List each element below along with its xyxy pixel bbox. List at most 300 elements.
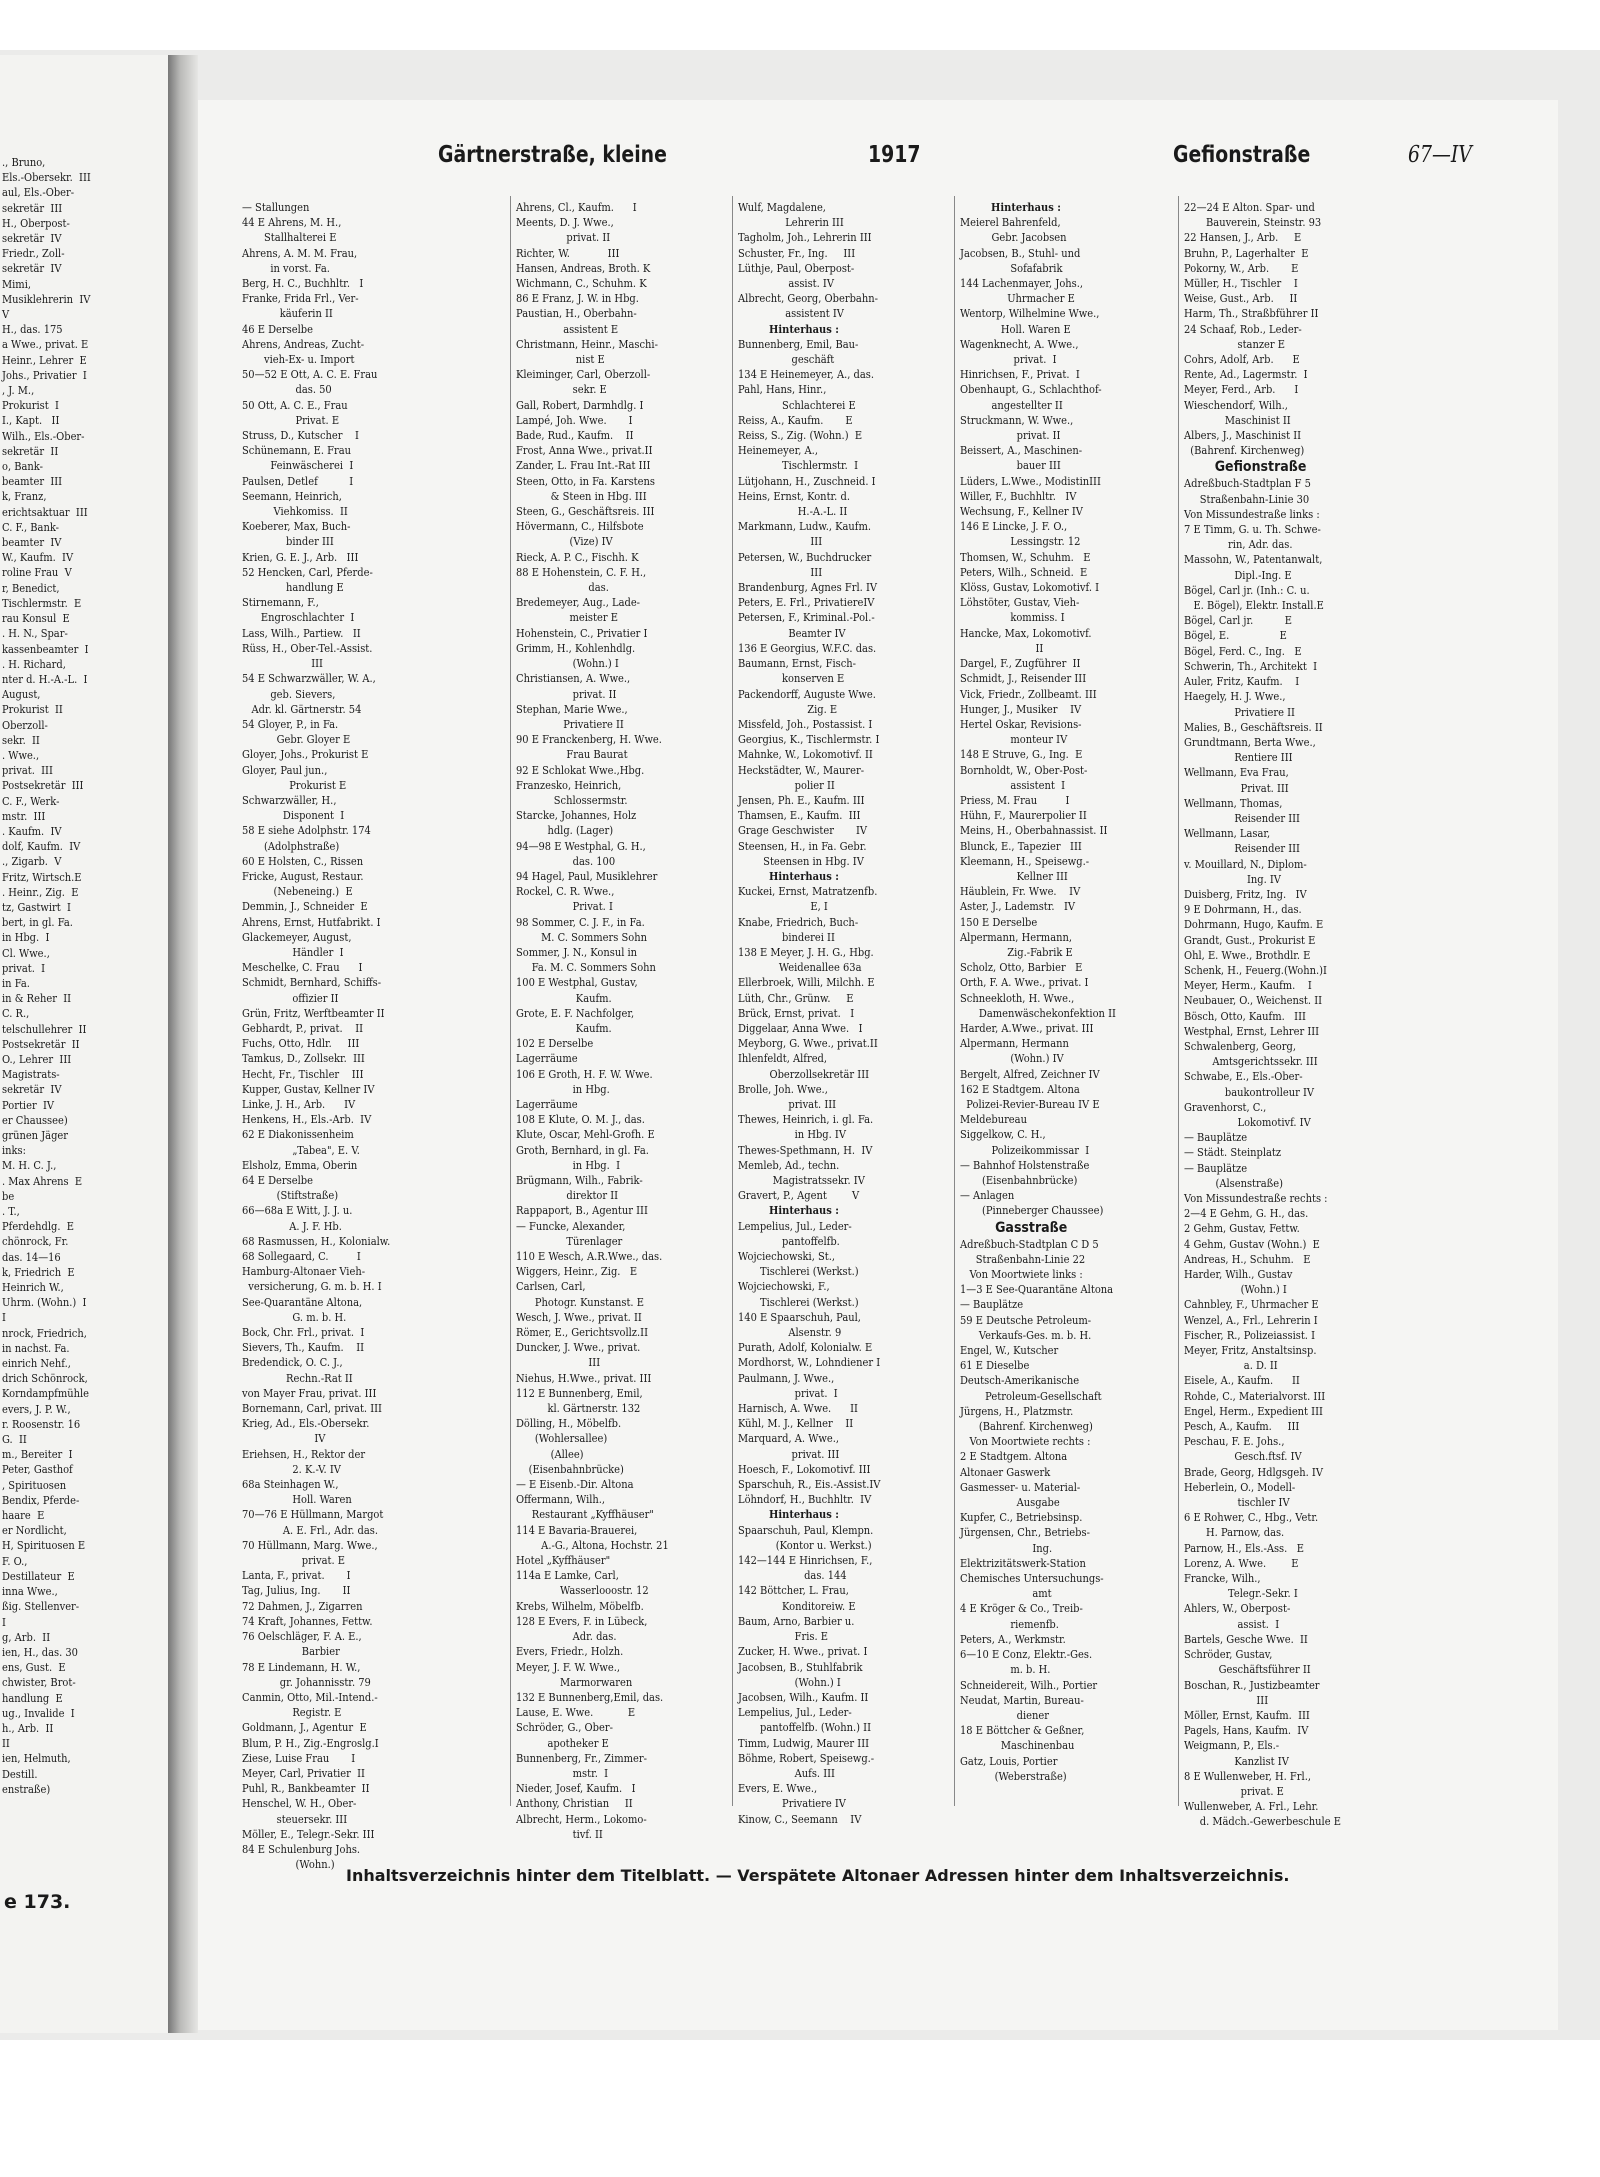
directory-entry: Lempelius, Jul., Leder-: [738, 1706, 852, 1720]
directory-entry: Kanzlist IV: [1184, 1754, 1289, 1768]
directory-entry: Willer, F., Buchhltr. IV: [960, 489, 1077, 503]
directory-entry: Bartels, Gesche Wwe. II: [1184, 1632, 1308, 1646]
directory-entry: Haegely, H. J. Wwe.,: [1184, 690, 1286, 704]
directory-column-3: [738, 200, 954, 1825]
directory-entry: Telegr.-Sekr. I: [1184, 1587, 1298, 1601]
directory-entry: Hunger, J., Musiker IV: [960, 702, 1082, 716]
directory-entry: (Pinneberger Chaussee): [960, 1204, 1104, 1218]
directory-entry: 2. K.-V. IV: [242, 1462, 341, 1476]
directory-entry: Möller, E., Telegr.-Sekr. III: [242, 1827, 375, 1841]
directory-entry: 146 E Lincke, J. F. O.,: [960, 520, 1068, 534]
fragment-line: h., Arb. II: [2, 1721, 54, 1735]
directory-entry: Meschelke, C. Frau I: [242, 961, 363, 975]
directory-entry: privat. III: [738, 1447, 840, 1461]
directory-entry: Kupfer, C., Betriebsinsp.: [960, 1511, 1083, 1525]
fragment-line: k, Franz,: [2, 490, 47, 504]
directory-entry: Wellmann, Lasar,: [1184, 827, 1271, 841]
directory-entry: Stephan, Marie Wwe.,: [516, 702, 628, 716]
column-rule: [954, 196, 955, 1806]
directory-entry: Franke, Frida Frl., Ver-: [242, 292, 359, 306]
directory-entry: Meyer, Herm., Kaufm. I: [1184, 979, 1312, 993]
directory-entry: Grimm, H., Kohlenhdlg.: [516, 641, 636, 655]
directory-entry: Harder, Wilh., Gustav: [1184, 1268, 1293, 1282]
directory-entry: 66—68a E Witt, J. J. u.: [242, 1204, 353, 1218]
directory-entry: Von Missundestraße rechts :: [1184, 1192, 1328, 1205]
directory-entry: — Bauplätze: [960, 1298, 1024, 1312]
directory-entry: Ausgabe: [960, 1496, 1060, 1510]
directory-entry: Schröder, Gustav,: [1184, 1648, 1273, 1662]
directory-entry: Brade, Georg, Hdlgsgeh. IV: [1184, 1465, 1323, 1479]
directory-entry: 70—76 E Hüllmann, Margot: [242, 1508, 384, 1522]
directory-entry: Privat. III: [1184, 781, 1289, 795]
directory-entry: Meents, D. J. Wwe.,: [516, 216, 614, 230]
column-rule: [1178, 196, 1179, 1806]
directory-entry: Gebr. Jacobsen: [960, 231, 1067, 245]
directory-entry: A.-G., Altona, Hochstr. 21: [516, 1538, 669, 1552]
directory-entry: „Tabea", E. V.: [242, 1143, 360, 1157]
directory-entry: Hecht, Fr., Tischler III: [242, 1067, 364, 1081]
fragment-line: ens, Gust. E: [2, 1661, 66, 1675]
directory-entry: Schuster, Fr., Ing. III: [738, 246, 856, 260]
fragment-line: beamter III: [2, 475, 63, 489]
directory-entry: Pahl, Hans, Hinr.,: [738, 383, 827, 397]
directory-entry: Heckstädter, W., Maurer-: [738, 763, 865, 777]
directory-entry: Feinwäscherei I: [242, 459, 354, 473]
directory-entry: Pokorny, W., Arb. E: [1184, 261, 1299, 275]
directory-entry: Steensen in Hbg. IV: [738, 854, 864, 868]
directory-entry: Nieder, Josef, Kaufm. I: [516, 1782, 636, 1796]
directory-entry: Carlsen, Carl,: [516, 1280, 586, 1294]
directory-entry: Stirnemann, F.,: [242, 596, 319, 610]
fragment-line: ug., Invalide I: [2, 1706, 75, 1720]
directory-entry: Brandenburg, Agnes Frl. IV: [738, 581, 878, 595]
directory-entry: Reisender III: [1184, 811, 1300, 825]
directory-entry: Seemann, Heinrich,: [242, 489, 342, 503]
fragment-line: roline Frau V: [2, 566, 72, 580]
fragment-line: M. H. C. J.,: [2, 1159, 57, 1173]
directory-entry: III: [242, 657, 323, 671]
directory-entry: Grote, E. F. Nachfolger,: [516, 1006, 635, 1020]
directory-entry: Pesch, A., Kaufm. III: [1184, 1420, 1300, 1434]
directory-entry: diener: [960, 1708, 1049, 1722]
directory-entry: 106 E Groth, H. F. W. Wwe.: [516, 1067, 653, 1081]
directory-entry: Schmidt, Bernhard, Schiffs-: [242, 976, 382, 990]
directory-entry: Missfeld, Joh., Postassist. I: [738, 717, 873, 731]
directory-entry: 148 E Struve, G., Ing. E: [960, 748, 1083, 762]
fragment-line: grünen Jäger: [2, 1129, 69, 1142]
directory-entry: Puhl, R., Bankbeamter II: [242, 1782, 370, 1796]
fragment-line: Heinrich W.,: [2, 1281, 64, 1295]
directory-entry: Privatiere II: [1184, 705, 1295, 719]
fragment-line: Uhrm. (Wohn.) I: [2, 1296, 87, 1310]
directory-entry: Andreas, H., Schuhm. E: [1184, 1252, 1311, 1266]
directory-entry: 110 E Wesch, A.R.Wwe., das.: [516, 1250, 663, 1264]
directory-entry: Jürgens, H., Platzmstr.: [960, 1404, 1074, 1418]
directory-entry: Auler, Fritz, Kaufm. I: [1184, 675, 1300, 689]
running-head-right: Gefionstraße: [1173, 142, 1311, 168]
directory-entry: Hotel „Kyffhäuser": [516, 1554, 611, 1568]
directory-entry: Meyer, Fritz, Anstaltsinsp.: [1184, 1344, 1317, 1358]
directory-entry: Timm, Ludwig, Maurer III: [738, 1736, 870, 1750]
directory-entry: Lampé, Joh. Wwe. I: [516, 413, 633, 427]
street-heading: Gefionstraße: [1184, 459, 1307, 476]
directory-entry: Memleb, Ad., techn.: [738, 1158, 840, 1172]
directory-entry: Meyer, J. F. W. Wwe.,: [516, 1660, 621, 1674]
directory-entry: Bade, Rud., Kaufm. II: [516, 429, 634, 443]
directory-entry: assistent E: [516, 322, 619, 336]
fragment-line: C. F., Werk-: [2, 794, 60, 808]
directory-entry: Westphal, Ernst, Lehrer III: [1184, 1024, 1320, 1038]
directory-entry: das. 144: [738, 1569, 847, 1583]
directory-entry: Jacobsen, Wilh., Kaufm. II: [738, 1690, 869, 1704]
directory-entry: Geschäftsführer II: [1184, 1663, 1311, 1677]
fragment-line: aul, Els.-Ober-: [2, 186, 75, 200]
fragment-line: tz, Gastwirt I: [2, 900, 71, 914]
directory-entry: Gasmesser- u. Material-: [960, 1480, 1081, 1494]
directory-entry: Ahrens, A. M. M. Frau,: [242, 246, 358, 260]
directory-entry: Packendorff, Auguste Wwe.: [738, 687, 876, 701]
directory-entry: Jacobsen, B., Stuhl- und: [960, 246, 1081, 260]
directory-entry: Hancke, Max, Lokomotivf.: [960, 626, 1092, 640]
fragment-line: Musiklehrerin IV: [2, 292, 91, 306]
directory-entry: apotheker E: [516, 1736, 609, 1750]
fragment-line: . H. N., Spar-: [2, 627, 68, 641]
directory-entry: Kaufm.: [516, 991, 612, 1005]
directory-entry: Wojciechowski, St.,: [738, 1250, 836, 1264]
directory-entry: privat. E: [1184, 1784, 1284, 1798]
directory-entry: 22 Hansen, J., Arb. E: [1184, 231, 1302, 245]
directory-entry: 98 Sommer, C. J. F., in Fa.: [516, 915, 645, 929]
directory-entry: — Anlagen: [960, 1189, 1015, 1203]
directory-entry: Privatiere IV: [738, 1797, 846, 1811]
directory-entry: Kellner III: [960, 869, 1068, 883]
directory-entry: 138 E Meyer, J. H. G., Hbg.: [738, 945, 874, 959]
directory-entry: baukontrolleur IV: [1184, 1085, 1315, 1099]
directory-entry: Hertel Oskar, Revisions-: [960, 717, 1082, 731]
directory-entry: Stallhalterei E: [242, 231, 337, 245]
directory-entry: (Wohn.) I: [516, 657, 619, 671]
directory-entry: das. 50: [242, 383, 332, 397]
directory-entry: Konditoreiw. E: [738, 1599, 856, 1613]
directory-entry: Weise, Gust., Arb. II: [1184, 292, 1298, 306]
directory-entry: Holl. Waren: [242, 1493, 352, 1507]
directory-entry: Meyer, Ferd., Arb. I: [1184, 383, 1299, 397]
directory-entry: Starcke, Johannes, Holz: [516, 809, 637, 823]
directory-entry: Deutsch-Amerikanische: [960, 1374, 1080, 1388]
directory-entry: Rüss, H., Ober-Tel.-Assist.: [242, 641, 373, 655]
directory-entry: Grage Geschwister IV: [738, 824, 868, 838]
directory-column-2: [516, 200, 732, 1841]
fragment-line: inna Wwe.,: [2, 1585, 58, 1599]
directory-entry: Jürgensen, Chr., Betriebs-: [960, 1526, 1090, 1540]
directory-entry: Ihlenfeldt, Alfred,: [738, 1052, 828, 1066]
directory-entry: Privat. E: [242, 413, 340, 427]
column-rule: [510, 196, 511, 1806]
fragment-line: I., Kapt. II: [2, 414, 60, 428]
directory-entry: Elektrizitätswerk-Station: [960, 1556, 1086, 1570]
directory-entry: Krien, G. E. J., Arb. III: [242, 550, 359, 564]
directory-entry: Aufs. III: [738, 1766, 835, 1780]
directory-entry: assist. IV: [738, 277, 835, 291]
directory-entry: G. m. b. H.: [242, 1310, 347, 1324]
directory-entry: Ahlers, W., Oberpost-: [1184, 1602, 1291, 1616]
directory-entry: Ziese, Luise Frau I: [242, 1751, 356, 1765]
directory-entry: 61 E Dieselbe: [960, 1359, 1030, 1373]
directory-entry: Thomsen, W., Schuhm. E: [960, 550, 1091, 564]
directory-entry: H.-A.-L. II: [738, 505, 848, 519]
directory-entry: Bredendick, O. C. J.,: [242, 1356, 343, 1370]
directory-entry: Dölling, H., Möbelfb.: [516, 1417, 622, 1431]
directory-entry: 44 E Ahrens, M. H.,: [242, 216, 342, 230]
directory-entry: Meldebureau: [960, 1113, 1027, 1127]
directory-entry: Fuchs, Otto, Hdlr. III: [242, 1037, 360, 1051]
directory-entry: Prokurist E: [242, 778, 347, 792]
directory-entry: Altonaer Gaswerk: [960, 1465, 1051, 1479]
directory-entry: Gloyer, Paul jun.,: [242, 763, 328, 777]
directory-entry: Beamter IV: [738, 626, 846, 640]
fragment-line: W., Kaufm. IV: [2, 551, 74, 565]
directory-entry: 46 E Derselbe: [242, 322, 313, 336]
directory-entry: Bruhn, P., Lagerhalter E: [1184, 246, 1309, 260]
directory-entry: Weigmann, P., Els.-: [1184, 1739, 1280, 1753]
directory-entry: Ellerbroek, Willi, Milchh. E: [738, 976, 875, 990]
fragment-line: Wilh., Els.-Ober-: [2, 429, 85, 443]
directory-entry: 54 Gloyer, P., in Fa.: [242, 717, 339, 731]
book-gutter: [168, 55, 198, 2033]
directory-entry: 74 Kraft, Johannes, Fettw.: [242, 1614, 373, 1628]
directory-entry: Photogr. Kunstanst. E: [516, 1295, 644, 1309]
directory-column-4: [960, 200, 1176, 1825]
directory-entry: 8 E Wullenweber, H. Frl.,: [1184, 1769, 1311, 1783]
directory-entry: Meierel Bahrenfeld,: [960, 216, 1061, 230]
directory-entry: Tischlerei (Werkst.): [738, 1265, 859, 1279]
directory-entry: 136 E Georgius, W.F.C. das.: [738, 641, 877, 655]
directory-entry: (Bahrenf. Kirchenweg): [1184, 444, 1305, 458]
directory-entry: (Alsenstraße): [1184, 1176, 1283, 1190]
section-label: Hinterhaus :: [738, 322, 839, 336]
directory-entry: Gall, Robert, Darmhdlg. I: [516, 398, 644, 412]
directory-entry: A. J. F. Hb.: [242, 1219, 342, 1233]
directory-entry: von Mayer Frau, privat. III: [242, 1386, 377, 1400]
directory-entry: Maschinenbau: [960, 1739, 1075, 1753]
directory-entry: Neudat, Martin, Bureau-: [960, 1693, 1084, 1707]
directory-entry: angestellter II: [960, 398, 1063, 412]
directory-entry: — Städt. Steinplatz: [1184, 1146, 1282, 1160]
directory-entry: offizier II: [242, 991, 339, 1005]
fragment-line: r, Benedict,: [2, 581, 60, 595]
directory-entry: sekr. E: [516, 383, 607, 397]
directory-entry: Grandt, Gust., Prokurist E: [1184, 933, 1316, 947]
directory-entry: Bösch, Otto, Kaufm. III: [1184, 1009, 1306, 1023]
fragment-line: ., Bruno,: [2, 156, 46, 169]
directory-entry: Rockel, C. R. Wwe.,: [516, 885, 615, 899]
directory-entry: hdlg. (Lager): [516, 824, 614, 838]
directory-entry: vieh-Ex- u. Import: [242, 353, 355, 367]
fragment-line: in Fa.: [2, 976, 30, 990]
directory-entry: Aster, J., Lademstr. IV: [960, 900, 1076, 914]
directory-entry: Richter, W. III: [516, 246, 620, 260]
directory-entry: 70 Hüllmann, Marg. Wwe.,: [242, 1538, 378, 1552]
directory-entry: Petersen, W., Buchdrucker: [738, 550, 872, 564]
directory-entry: Hinrichsen, F., Privat. I: [960, 368, 1080, 382]
directory-entry: direktor II: [516, 1189, 619, 1203]
directory-entry: Peters, Wilh., Schneid. E: [960, 565, 1088, 579]
directory-entry: III: [738, 535, 823, 549]
directory-entry: riemenfb.: [960, 1617, 1059, 1631]
fragment-line: Johs., Privatier I: [2, 368, 87, 382]
directory-entry: Bögel, Ferd. C., Ing. E: [1184, 644, 1302, 658]
directory-entry: 78 E Lindemann, H. W.,: [242, 1660, 361, 1674]
directory-entry: rin, Adr. das.: [1184, 538, 1293, 552]
directory-entry: 52 Hencken, Carl, Pferde-: [242, 565, 373, 579]
directory-entry: Barbier: [242, 1645, 340, 1659]
fragment-line: O., Lehrer III: [2, 1052, 72, 1066]
directory-entry: 60 E Holsten, C., Rissen: [242, 854, 364, 868]
directory-entry: Paustian, H., Oberbahn-: [516, 307, 637, 321]
directory-entry: Türenlager: [516, 1234, 623, 1248]
directory-entry: (Weberstraße): [960, 1769, 1067, 1783]
directory-entry: Tag, Julius, Ing. II: [242, 1584, 351, 1598]
directory-entry: kl. Gärtnerstr. 132: [516, 1402, 641, 1416]
directory-entry: Siggelkow, C. H.,: [960, 1128, 1046, 1142]
fragment-line: sekretär III: [2, 201, 63, 215]
directory-entry: Gravert, P., Agent V: [738, 1189, 860, 1203]
directory-entry: M. C. Sommers Sohn: [516, 930, 647, 944]
directory-entry: Parnow, H., Els.-Ass. E: [1184, 1541, 1304, 1555]
directory-entry: III: [516, 1356, 601, 1370]
directory-entry: privat. II: [516, 687, 617, 701]
directory-entry: Von Missundestraße links :: [1184, 507, 1320, 521]
fragment-line: ., Zigarb. V: [2, 855, 62, 869]
fragment-line: haare E: [2, 1509, 45, 1523]
fragment-line: Cl. Wwe.,: [2, 946, 50, 960]
fragment-line: r. Roosenstr. 16: [2, 1417, 81, 1431]
directory-entry: 114a E Lamke, Carl,: [516, 1569, 619, 1583]
directory-entry: Priess, M. Frau I: [960, 793, 1070, 807]
directory-entry: Sommer, J. N., Konsul in: [516, 945, 638, 959]
directory-page: [198, 100, 1558, 2030]
directory-entry: Adr. kl. Gärtnerstr. 54: [242, 702, 362, 716]
fragment-line: o, Bank-: [2, 460, 43, 474]
directory-entry: das. 100: [516, 854, 616, 868]
directory-entry: Henkens, H., Els.-Arb. IV: [242, 1113, 372, 1127]
fragment-line: ßig. Stellenver-: [2, 1600, 80, 1614]
directory-column-1: [242, 200, 499, 1872]
directory-entry: Schwarzwäller, H.,: [242, 793, 337, 807]
directory-entry: assist. I: [1184, 1617, 1280, 1631]
directory-entry: IV: [242, 1432, 326, 1446]
directory-entry: Eisele, A., Kaufm. II: [1184, 1374, 1300, 1388]
directory-entry: Engel, W., Kutscher: [960, 1344, 1059, 1358]
fragment-line: erichtsaktuar III: [2, 505, 88, 519]
directory-entry: Lüders, L.Wwe., ModistinIII: [960, 474, 1101, 488]
section-label: Hinterhaus :: [960, 201, 1061, 214]
fragment-line: chwister, Brot-: [2, 1676, 76, 1690]
directory-entry: Wechsung, F., Kellner IV: [960, 505, 1083, 519]
directory-entry: Kühl, M. J., Kellner II: [738, 1417, 854, 1431]
directory-entry: III: [1184, 1693, 1269, 1707]
directory-entry: Koeberer, Max, Buch-: [242, 520, 351, 534]
directory-entry: Lessingstr. 12: [960, 535, 1081, 549]
directory-entry: Brügmann, Wilh., Fabrik-: [516, 1174, 643, 1187]
directory-entry: Verkaufs-Ges. m. b. H.: [960, 1328, 1092, 1342]
directory-entry: Neubauer, O., Weichenst. II: [1184, 994, 1323, 1008]
directory-entry: Fricke, August, Restaur.: [242, 869, 364, 883]
fragment-line: Pferdehdlg. E: [2, 1220, 74, 1234]
directory-entry: Massohn, W., Patentanwalt,: [1184, 553, 1323, 567]
directory-entry: — Bauplätze: [1184, 1131, 1248, 1145]
directory-entry: Scholz, Otto, Barbier E: [960, 961, 1083, 975]
directory-entry: Heberlein, O., Modell-: [1184, 1480, 1296, 1494]
directory-entry: Christmann, Heinr., Maschi-: [516, 337, 658, 351]
directory-entry: 50—52 E Ott, A. C. E. Frau: [242, 368, 378, 382]
directory-entry: 100 E Westphal, Gustav,: [516, 976, 638, 990]
directory-entry: Lüth, Chr., Grünw. E: [738, 991, 854, 1005]
fragment-line: enstraße): [2, 1782, 51, 1796]
directory-entry: käuferin II: [242, 307, 333, 321]
directory-entry: Straßenbahn-Linie 30: [1184, 492, 1310, 506]
fragment-line: I: [2, 1311, 6, 1325]
directory-entry: Thewes, Heinrich, i. gl. Fa.: [738, 1113, 874, 1127]
directory-entry: Schlossermstr.: [516, 793, 628, 807]
directory-entry: 114 E Bavaria-Brauerei,: [516, 1523, 638, 1537]
directory-entry: 58 E siehe Adolphstr. 174: [242, 824, 371, 838]
directory-entry: 132 E Bunnenberg,Emil, das.: [516, 1690, 664, 1704]
directory-entry: Ahrens, Cl., Kaufm. I: [516, 201, 637, 214]
fragment-line: . Kaufm. IV: [2, 824, 62, 838]
directory-entry: Harnisch, A. Wwe. II: [738, 1402, 858, 1416]
directory-entry: Linke, J. H., Arb. IV: [242, 1097, 356, 1111]
street-heading: Gasstraße: [960, 1219, 1068, 1236]
directory-entry: 6—10 E Conz, Elektr.-Ges.: [960, 1648, 1093, 1662]
directory-entry: Duncker, J. Wwe., privat.: [516, 1341, 641, 1355]
fragment-line: handlung E: [2, 1691, 63, 1705]
directory-entry: Lanta, F., privat. I: [242, 1569, 351, 1583]
directory-entry: Steen, Otto, in Fa. Karstens: [516, 474, 655, 488]
running-head-year: 1917: [868, 142, 921, 168]
directory-entry: 4 Gehm, Gustav (Wohn.) E: [1184, 1237, 1320, 1251]
directory-entry: Francke, Wilh.,: [1184, 1572, 1261, 1586]
directory-entry: 62 E Diakonissenheim: [242, 1128, 354, 1142]
directory-entry: H. Parnow, das.: [1184, 1526, 1285, 1540]
fragment-line: C. R.,: [2, 1007, 30, 1021]
directory-entry: 2—4 E Gehm, G. H., das.: [1184, 1207, 1309, 1221]
directory-entry: Albers, J., Maschinist II: [1184, 429, 1302, 443]
fragment-line: August,: [2, 688, 41, 702]
directory-entry: 2 E Stadtgem. Altona: [960, 1450, 1068, 1464]
fragment-line: Els.-Obersekr. III: [2, 171, 91, 185]
directory-entry: Sievers, Th., Kaufm. II: [242, 1341, 365, 1355]
directory-entry: Uhrmacher E: [960, 292, 1075, 306]
directory-entry: Gesch.ftsf. IV: [1184, 1450, 1302, 1464]
fragment-line: Korndampfmühle: [2, 1387, 90, 1401]
directory-entry: Rappaport, B., Agentur III: [516, 1204, 648, 1218]
directory-entry: amt: [960, 1587, 1052, 1601]
directory-entry: pantoffelfb. (Wohn.) II: [738, 1721, 872, 1735]
directory-entry: kommiss. I: [960, 611, 1065, 625]
directory-entry: in Hbg. I: [516, 1158, 621, 1172]
directory-entry: Dargel, F., Zugführer II: [960, 657, 1081, 671]
directory-entry: Gebr. Gloyer E: [242, 733, 351, 747]
fragment-line: . H. Richard,: [2, 657, 66, 671]
directory-entry: Möller, Ernst, Kaufm. III: [1184, 1708, 1310, 1722]
directory-entry: Grundtmann, Berta Wwe.,: [1184, 735, 1316, 749]
directory-entry: Registr. E: [242, 1706, 342, 1720]
directory-entry: Elsholz, Emma, Oberin: [242, 1158, 358, 1172]
directory-entry: Hühn, F., Maurerpolier II: [960, 809, 1087, 823]
fragment-line: H., das. 175: [2, 323, 63, 337]
directory-entry: Reiss, S., Zig. (Wohn.) E: [738, 429, 863, 443]
